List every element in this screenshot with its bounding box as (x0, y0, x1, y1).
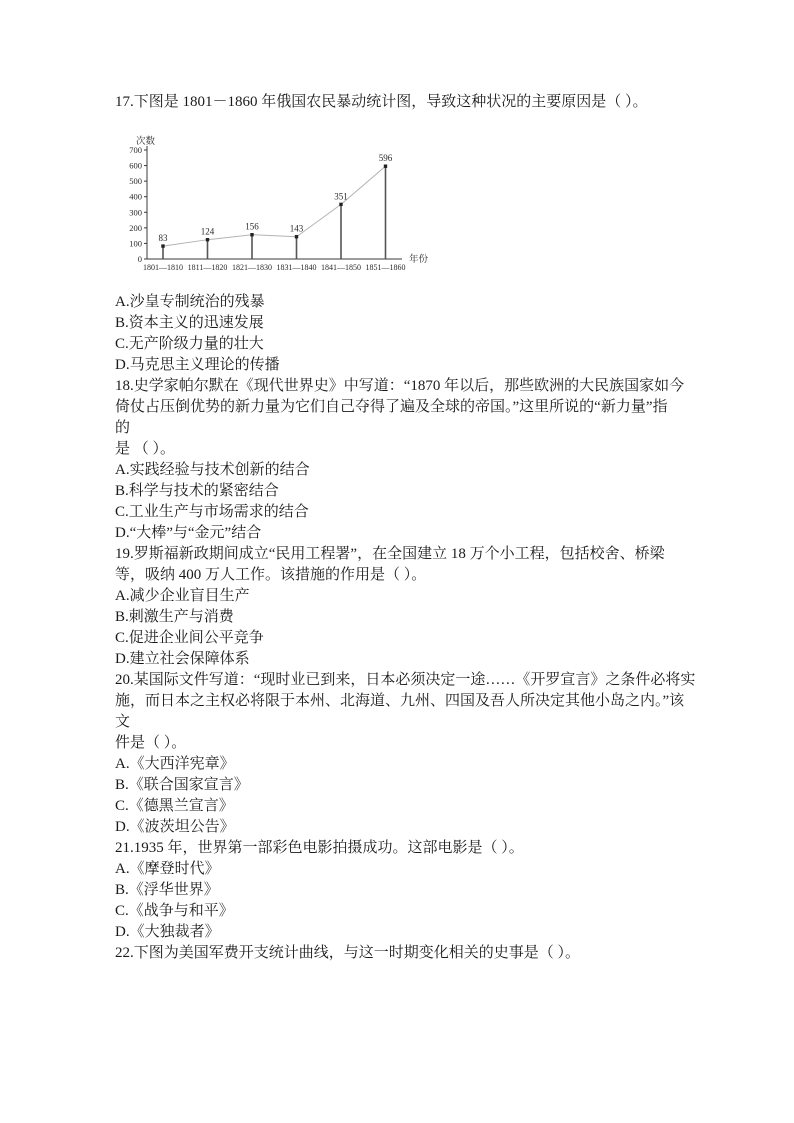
chart-data-point (206, 238, 209, 241)
svg-text:500: 500 (129, 176, 142, 187)
question-20-stem-line-1: 20.某国际文件写道：“现时业已到来，日本必须决定一途……《开罗宣言》之条件必将实 (115, 672, 696, 688)
question-18-stem-line-4: 是 （ ）。 (115, 441, 176, 457)
chart-value-label: 143 (289, 223, 304, 234)
question-17 (115, 92, 724, 376)
question-17-option-a: A.沙皇专制统治的残暴 (115, 294, 265, 310)
question-19 (115, 544, 724, 670)
chart-value-label: 124 (200, 226, 215, 237)
chart-x-axis-label: 年份 (409, 255, 429, 265)
question-21-option-b: B.《浮华世界》 (115, 882, 219, 898)
question-17-option-c: C.无产阶级力量的壮大 (115, 336, 264, 352)
chart-category-label: 1821—1830 (232, 263, 272, 272)
svg-text:300: 300 (129, 207, 142, 218)
svg-text:200: 200 (129, 222, 142, 233)
svg-text:600: 600 (129, 160, 142, 171)
question-21-option-a: A.《摩登时代》 (115, 861, 220, 877)
question-18-stem-line-1: 18.史学家帕尔默在《现代世界史》中写道：“1870 年以后，那些欧洲的大民族国家如今 (115, 378, 685, 394)
question-19-option-b: B.刺激生产与消费 (115, 609, 234, 625)
chart-value-label: 351 (334, 191, 348, 202)
question-21 (115, 838, 724, 943)
chart-data-point (250, 233, 253, 236)
question-18-stem-line-2: 倚仗占压倒优势的新力量为它们自己夺得了遍及全球的帝国。”这里所说的“新力量”指 (115, 399, 668, 415)
chart-category-label: 1801—1810 (143, 263, 183, 272)
svg-text:700: 700 (129, 145, 142, 155)
question-18-option-a: A.实践经验与技术创新的结合 (115, 462, 310, 478)
uprising-chart-figure (122, 135, 452, 277)
question-20-option-c: C.《德黑兰宣言》 (115, 798, 234, 814)
question-17-stem: 17.下图是 1801－1860 年俄国农民暴动统计图，导致这种状况的主要原因是（ ）。 (115, 94, 648, 110)
question-20-stem-line-2: 施，而日本之主权必将限于本州、北海道、九州、四国及吾人所决定其他小岛之内。”该 (115, 693, 685, 709)
svg-text:0: 0 (137, 254, 142, 264)
question-20-stem-line-4: 件是（ ）。 (115, 735, 187, 751)
question-22-stem: 22.下图为美国军费开支统计曲线，与这一时期变化相关的史事是（ ）。 (115, 945, 581, 961)
question-20-option-b: B.《联合国家宣言》 (115, 777, 249, 793)
question-20 (115, 670, 724, 838)
question-18-stem-line-3: 的 (115, 420, 131, 436)
question-18-option-b: B.科学与技术的紧密结合 (115, 483, 279, 499)
uprising-chart (122, 135, 452, 277)
question-19-stem-line-1: 19.罗斯福新政期间成立“民用工程署”，在全国建立 18 万个小工程，包括校舍、桥梁 (115, 546, 665, 562)
question-17-option-d: D.马克思主义理论的传播 (115, 357, 280, 373)
chart-series-line (163, 166, 386, 246)
question-21-option-c: C.《战争与和平》 (115, 903, 234, 919)
chart-category-label: 1851—1860 (365, 263, 406, 272)
chart-data-point (384, 164, 387, 167)
question-18-option-c: C.工业生产与市场需求的结合 (115, 504, 309, 520)
question-20-option-a: A.《大西洋宪章》 (115, 756, 235, 772)
question-21-stem: 21.1935 年，世界第一部彩色电影拍摄成功。这部电影是（ ）。 (115, 840, 524, 856)
chart-data-point (295, 235, 298, 238)
question-17-option-b: B.资本主义的迅速发展 (115, 315, 264, 331)
chart-data-point (339, 203, 342, 206)
question-19-stem-line-2: 等，吸纳 400 万人工作。该措施的作用是（ ）。 (115, 567, 427, 583)
chart-value-label: 596 (378, 153, 393, 164)
chart-category-label: 1841—1850 (321, 263, 361, 272)
question-19-option-c: C.促进企业间公平竞争 (115, 630, 264, 646)
chart-y-axis-label: 次数 (136, 137, 156, 147)
chart-data-point (161, 244, 164, 247)
question-21-option-d: D.《大独裁者》 (115, 924, 220, 940)
question-20-option-d: D.《波茨坦公告》 (115, 819, 235, 835)
question-22 (115, 943, 724, 964)
svg-text:100: 100 (129, 238, 142, 249)
svg-text:400: 400 (129, 191, 142, 202)
question-20-stem-line-3: 文 (115, 714, 131, 730)
question-19-option-a: A.减少企业盲目生产 (115, 588, 250, 604)
chart-value-label: 156 (245, 221, 259, 232)
question-18 (115, 376, 724, 544)
question-18-option-d: D.“大棒”与“金元”结合 (115, 525, 262, 541)
chart-category-label: 1811—1820 (187, 263, 228, 272)
chart-category-label: 1831—1840 (276, 263, 317, 272)
question-19-option-d: D.建立社会保障体系 (115, 651, 250, 667)
chart-value-label: 83 (158, 233, 168, 244)
